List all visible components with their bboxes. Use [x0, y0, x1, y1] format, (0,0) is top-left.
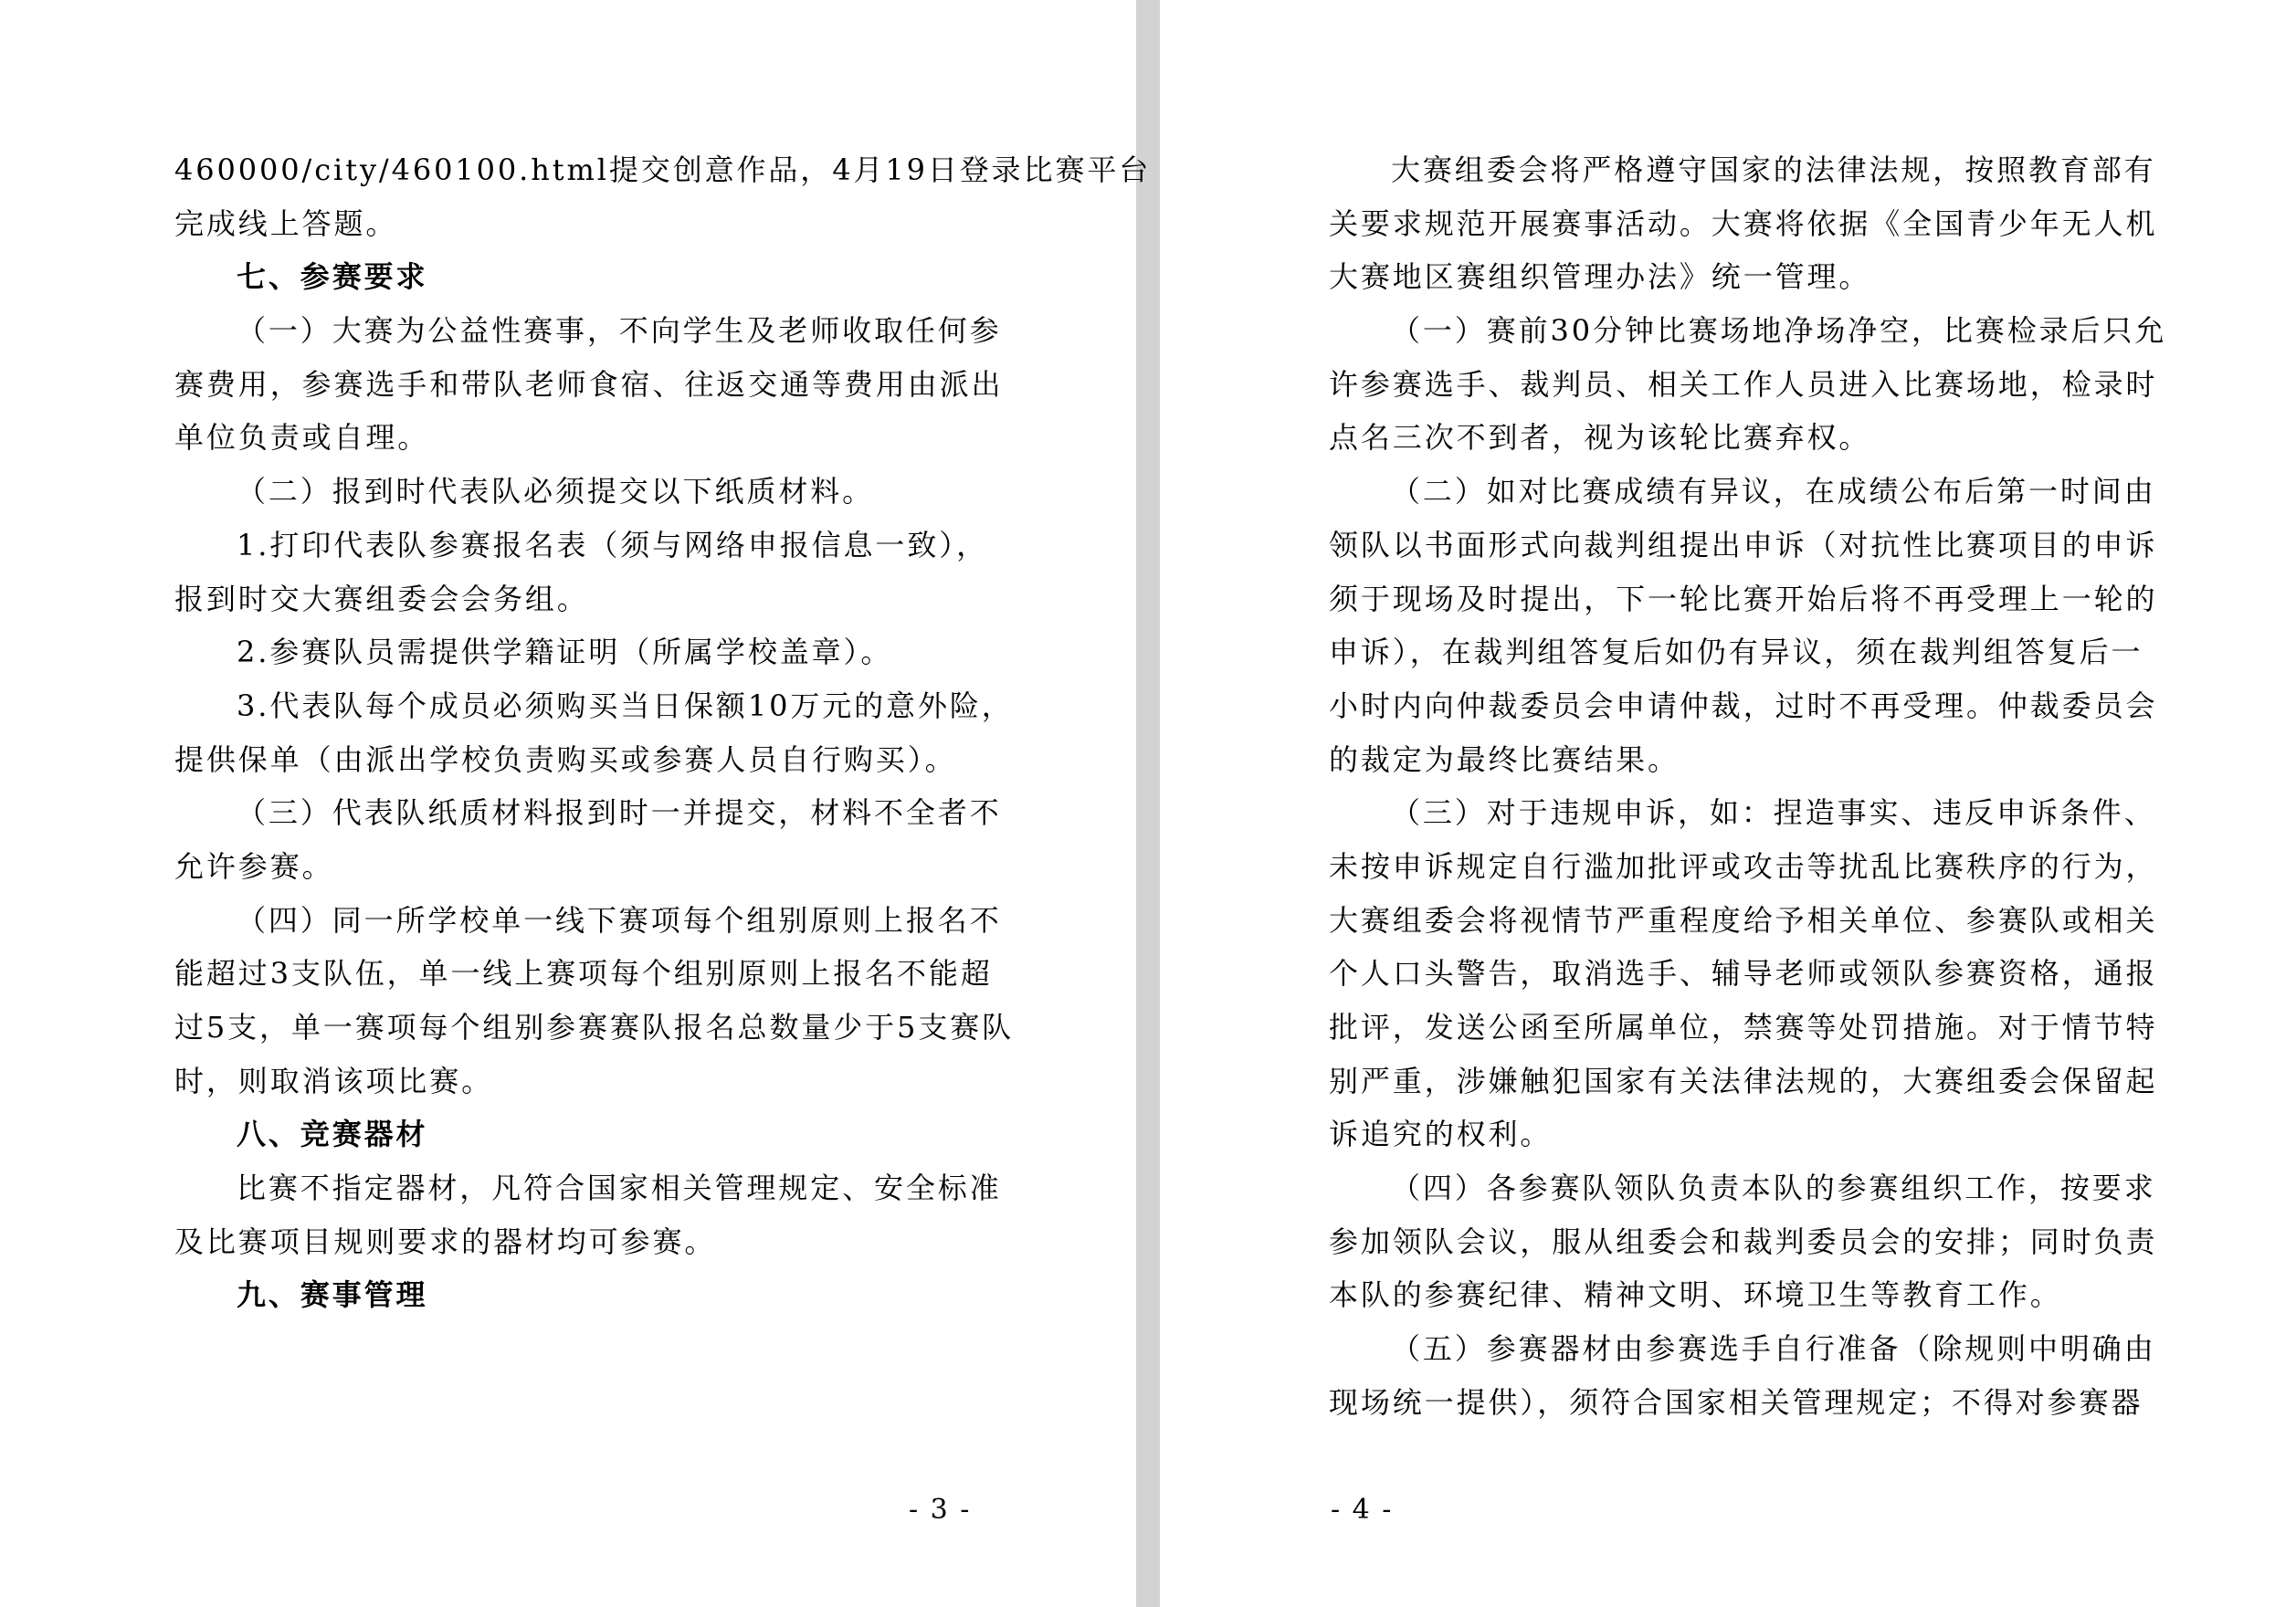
text-line: 领队以书面形式向裁判组提出申诉（对抗性比赛项目的申诉 — [1329, 527, 2158, 562]
text-line: 比赛不指定器材，凡符合国家相关管理规定、安全标准 — [237, 1171, 1002, 1206]
text-line: 允许参赛。 — [174, 848, 334, 884]
text-line: （三）代表队纸质材料报到时一并提交，材料不全者不 — [237, 795, 1002, 831]
text-line: 许参赛选手、裁判员、相关工作人员进入比赛场地，检录时 — [1329, 366, 2158, 402]
page-number: - 3 - — [909, 1494, 972, 1526]
text-line: 须于现场及时提出，下一轮比赛开始后将不再受理上一轮的 — [1329, 581, 2158, 616]
text-line: 诉追究的权利。 — [1329, 1117, 1553, 1152]
text-line: 未按申诉规定自行滥加批评或攻击等扰乱比赛秩序的行为， — [1329, 848, 2158, 884]
text-line: （二）如对比赛成绩有异议，在成绩公布后第一时间由 — [1391, 474, 2156, 509]
section-heading: 八、竞赛器材 — [237, 1117, 428, 1152]
text-line: 关要求规范开展赛事活动。大赛将依据《全国青少年无人机 — [1329, 205, 2158, 241]
text-line: 大赛组委会将严格遵守国家的法律法规，按照教育部有 — [1391, 152, 2156, 187]
text-line: 本队的参赛纪律、精神文明、环境卫生等教育工作。 — [1329, 1277, 2062, 1313]
text-line: （一）赛前30分钟比赛场地净场净空，比赛检录后只允 — [1391, 313, 2167, 349]
text-line: 单位负责或自理。 — [174, 420, 430, 456]
text-line: 别严重，涉嫌触犯国家有关法律法规的，大赛组委会保留起 — [1329, 1063, 2158, 1098]
text-line: 460000/city/460100.html提交创意作品，4月19日登录比赛平台 — [174, 152, 1152, 187]
text-line: 1.打印代表队参赛报名表（须与网络申报信息一致）， — [237, 527, 989, 562]
text-line: 赛费用，参赛选手和带队老师食宿、往返交通等费用由派出 — [174, 366, 1004, 402]
text-line: 报到时交大赛组委会会务组。 — [174, 581, 589, 616]
text-line: 批评，发送公函至所属单位，禁赛等处罚措施。对于情节特 — [1329, 1010, 2158, 1045]
text-line: 参加领队会议，服从组委会和裁判委员会的安排；同时负责 — [1329, 1224, 2158, 1259]
text-line: 的裁定为最终比赛结果。 — [1329, 741, 1680, 777]
text-line: （二）报到时代表队必须提交以下纸质材料。 — [237, 474, 875, 509]
text-line: 3.代表队每个成员必须购买当日保额10万元的意外险， — [237, 688, 1014, 723]
page-body — [174, 143, 1152, 1322]
text-line: 能超过3支队伍，单一线上赛项每个组别原则上报名不能超 — [174, 956, 993, 992]
text-line: 小时内向仲裁委员会申请仲裁，过时不再受理。仲裁委员会 — [1329, 688, 2158, 723]
text-line: 完成线上答题。 — [174, 205, 398, 241]
text-line: 及比赛项目规则要求的器材均可参赛。 — [174, 1224, 717, 1259]
text-line: 大赛组委会将视情节严重程度给予相关单位、参赛队或相关 — [1329, 902, 2158, 938]
text-line: 点名三次不到者，视为该轮比赛弃权。 — [1329, 420, 1871, 456]
document-page-4 — [1160, 0, 2296, 1607]
text-line: （三）对于违规申诉，如：捏造事实、违反申诉条件、 — [1391, 795, 2156, 831]
text-line: （五）参赛器材由参赛选手自行准备（除规则中明确由 — [1391, 1331, 2156, 1367]
text-line: （四）各参赛队领队负责本队的参赛组织工作，按要求 — [1391, 1171, 2156, 1206]
text-line: （一）大赛为公益性赛事，不向学生及老师收取任何参 — [237, 313, 1002, 349]
text-line: 个人口头警告，取消选手、辅导老师或领队参赛资格，通报 — [1329, 956, 2158, 992]
section-heading: 九、赛事管理 — [237, 1277, 428, 1313]
text-line: 2.参赛队员需提供学籍证明（所属学校盖章）。 — [237, 635, 893, 670]
text-line: （四）同一所学校单一线下赛项每个组别原则上报名不 — [237, 902, 1002, 938]
section-heading: 七、参赛要求 — [237, 259, 428, 295]
page-number: - 4 - — [1331, 1494, 1394, 1526]
text-line: 申诉），在裁判组答复后如仍有异议，须在裁判组答复后一 — [1329, 635, 2143, 670]
text-line: 提供保单（由派出学校负责购买或参赛人员自行购买）。 — [174, 741, 957, 777]
text-line: 时，则取消该项比赛。 — [174, 1063, 494, 1098]
page-body — [1329, 143, 2167, 1430]
text-line: 大赛地区赛组织管理办法》统一管理。 — [1329, 259, 1871, 295]
text-line: 现场统一提供），须符合国家相关管理规定；不得对参赛器 — [1329, 1384, 2143, 1420]
text-line: 过5支，单一赛项每个组别参赛赛队报名总数量少于5支赛队 — [174, 1010, 1015, 1045]
